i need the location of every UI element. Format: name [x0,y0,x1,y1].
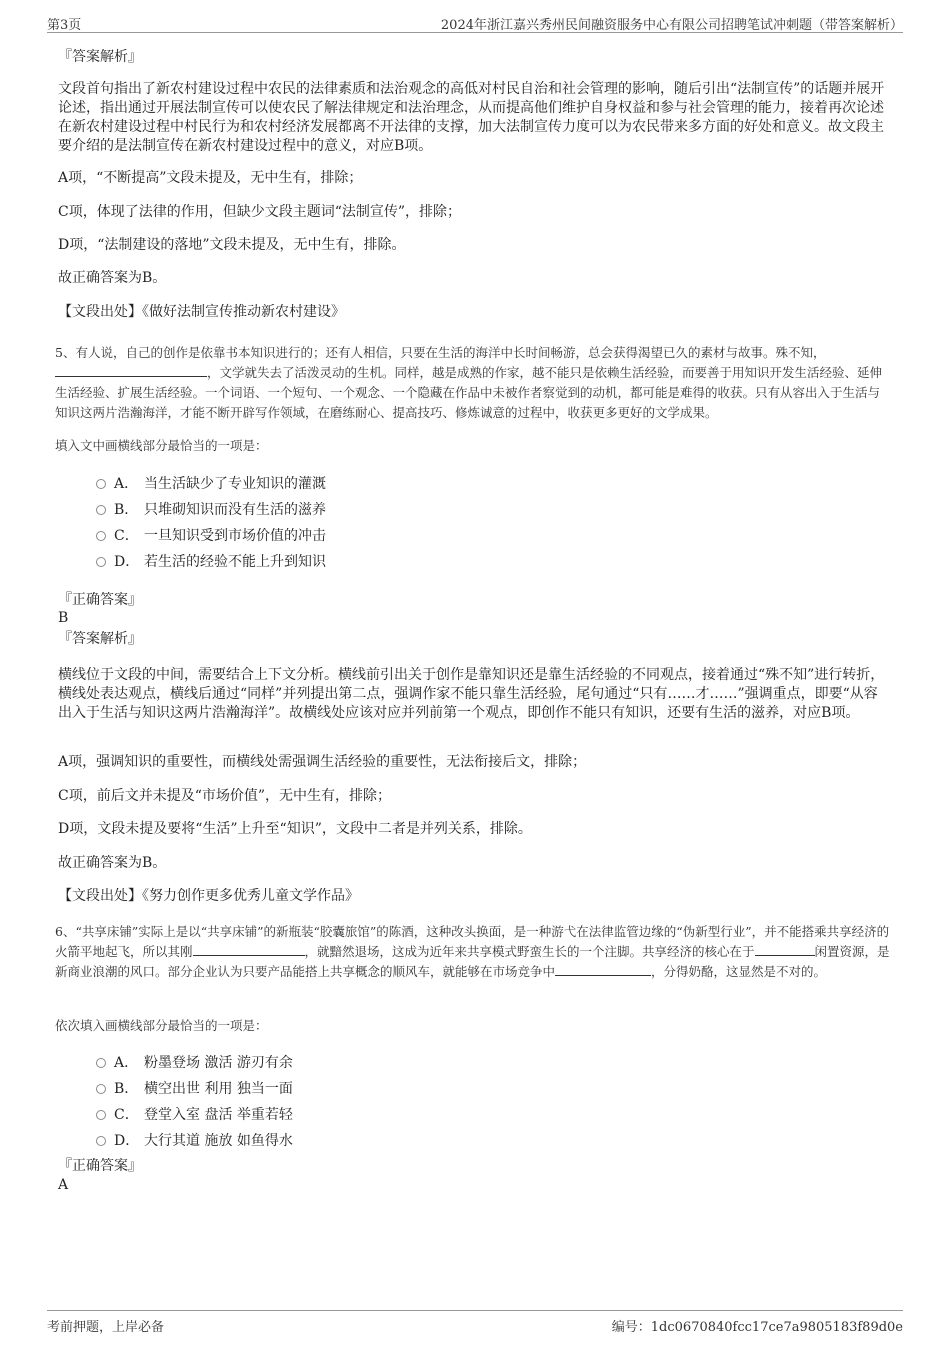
document-id: 编号：1dc0670840fcc17ce7a9805183f89d0e [611,1320,903,1335]
page-footer [47,1310,903,1339]
fill-blank [555,963,651,976]
fill-blank [55,364,207,377]
analysis-line-d: D项，文段未提及要将“生活”上升至“知识”，文段中二者是并列关系，排除。 [58,821,532,837]
analysis-line-d: D项，“法制建设的落地”文段未提及，无中生有，排除。 [58,237,406,253]
analysis-paragraph: 文段首句指出了新农村建设过程中农民的法律素质和法治观念的高低对村民自治和社会管理的影响，随后引出“法制宣传”的话题并展开论述，指出通过开展法制宣传可以使农民了解法律规定和法治理念，从而提高他们维护自身权益和参与社会管理的能力，接着再次论述在新农村建设过程中村民行为和农村经济发展都离不开法律的支撑，加大法制宣传力度可以为农民带来多方面的好处和意义。故文段主要介绍的是法制宣传在新农村建设过程中的意义，对应B项。 [58,81,885,154]
option-b[interactable]: B． 只堆砌知识而没有生活的滋养 [96,499,326,519]
option-d[interactable]: D． 大行其道 施放 如鱼得水 [96,1130,293,1150]
question-6-text: 6、“共享床铺”实际上是以“共享床铺”的新瓶装“胶囊旅馆”的陈酒，这种改头换面，是一种游弋在法律监管边缘的“伪新型行业”，并不能搭乘共享经济的火箭平地起飞，所以其刚 ，就黯然退场，这成为近年来共享模式野蛮生长的一个注脚。共享经济的核心在于 闲置资源，是新商业浪潮的风口。部分企业认为只要产品能搭上共享概念的顺风车，就能够在市场竞争中 ，分得奶酪，这显然是不对的。 [55,924,890,979]
option-c[interactable]: C． 一旦知识受到市场价值的冲击 [96,525,326,545]
radio-icon[interactable] [96,557,106,567]
footer-slogan: 考前押题，上岸必备 [47,1320,165,1335]
option-a[interactable]: A． 粉墨登场 激活 游刃有余 [96,1052,293,1072]
correct-answer-label: 『正确答案』 [58,592,142,608]
analysis-line-a: A项，强调知识的重要性，而横线处需强调生活经验的重要性，无法衔接后文，排除； [58,754,587,770]
source-citation: 【文段出处】《努力创作更多优秀儿童文学作品》 [58,888,359,904]
conclusion: 故正确答案为B。 [58,855,167,871]
radio-icon[interactable] [96,1058,106,1068]
conclusion: 故正确答案为B。 [58,270,167,286]
radio-icon[interactable] [96,479,106,489]
option-a[interactable]: A． 当生活缺少了专业知识的灌溉 [96,473,326,493]
option-c[interactable]: C． 登堂入室 盘活 举重若轻 [96,1104,293,1124]
analysis-label: 『答案解析』 [58,631,142,647]
radio-icon[interactable] [96,1084,106,1094]
fill-blank [193,943,305,956]
fill-blank [755,943,815,956]
analysis-paragraph: 横线位于文段的中间，需要结合上下文分析。横线前引出关于创作是靠知识还是靠生活经验的不同观点，接着通过“殊不知”进行转折，横线处表达观点，横线后通过“同样”并列提出第二点，强调作家不能只靠生活经验，尾句通过“只有……才……”强调重点，即要“从容出入于生活与知识这两片浩瀚海洋”。故横线处应该对应并列前第一个观点，即创作不能只有知识，还要有生活的滋养，对应B项。 [58,667,885,721]
radio-icon[interactable] [96,505,106,515]
radio-icon[interactable] [96,1136,106,1146]
radio-icon[interactable] [96,531,106,541]
question-5-prompt: 填入文中画横线部分最恰当的一项是： [55,438,268,453]
page-header [47,12,903,33]
page-number: 第3页 [47,18,82,33]
question-6-prompt: 依次填入画横线部分最恰当的一项是： [55,1018,268,1033]
analysis-line-c: C项，前后文并未提及“市场价值”，无中生有，排除； [58,788,392,804]
correct-answer-label: 『正确答案』 [58,1158,142,1174]
analysis-label: 『答案解析』 [58,49,142,65]
source-citation: 【文段出处】《做好法制宣传推动新农村建设》 [58,304,345,320]
correct-answer: A [58,1177,69,1193]
analysis-line-c: C项，体现了法律的作用，但缺少文段主题词“法制宣传”，排除； [58,204,462,220]
radio-icon[interactable] [96,1110,106,1120]
option-b[interactable]: B． 横空出世 利用 独当一面 [96,1078,293,1098]
correct-answer: B [58,610,69,626]
document-title: 2024年浙江嘉兴秀州民间融资服务中心有限公司招聘笔试冲刺题（带答案解析） [440,18,903,33]
option-d[interactable]: D． 若生活的经验不能上升到知识 [96,551,326,571]
analysis-line-a: A项，“不断提高”文段未提及，无中生有，排除； [58,170,363,186]
question-5-text: 5、有人说，自己的创作是依靠书本知识进行的；还有人相信，只要在生活的海洋中长时间畅游，总会获得渴望已久的素材与故事。殊不知，，文学就失去了活泼灵动的生机。同样，越是成熟的作家，越不能只是依赖生活经验，而要善于用知识开发生活经验、延伸生活经验、扩展生活经验。一个词语、一个短句、一个观念、一个隐藏在作品中未被作者察觉到的动机，都可能是难得的收获。只有从容出入于生活与知识这两片浩瀚海洋，才能不断开辟写作领域，在磨练耐心、提高技巧、修炼诚意的过程中，收获更多更好的文学成果。 [55,345,883,420]
